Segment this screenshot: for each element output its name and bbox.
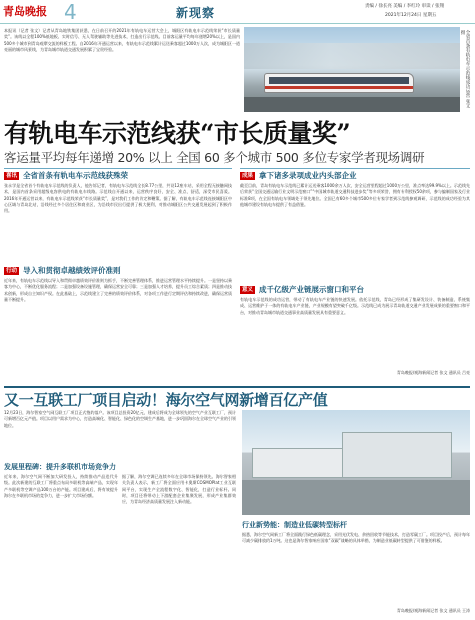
issue-date: 2021年12月24日 星期五 — [385, 13, 437, 18]
factory-photo — [242, 410, 470, 515]
section-badge: 喜讯 — [6, 172, 18, 179]
track-bed — [244, 97, 460, 112]
article-body: 近年来，有轨电车示范线以导入和贯彻卓越绩效评价准则为抓手，不断完善管理体系，推进运营管理水平持续提升。一是坚持以乘客为中心，不断优化服务流程；二是加强设备设施管理，确保运营安全可靠；三是加强人才培养，提升员工综合素质；四是推动技术创新，形成自主知识产权。在此基础上，示范线建立了完善的绩效评价体系，对各项工作进行定期评估和持续改进，确保运营质量不断提升。 — [4, 278, 232, 302]
divider — [4, 386, 470, 388]
section-header — [240, 285, 470, 294]
tram-body — [264, 73, 414, 93]
page-number: 4 — [64, 0, 77, 24]
tram-stripe — [265, 86, 413, 89]
article-body: 张永学是全省首个有轨电车示范线的负责人，他告诉记者，有轨电车示范线全长8.77公里，共设12座车站，采用全程无接触网技术，是国内首条采用超级电容供电的有轨电车线路。示范线自开通以来，运营秩序良好，安全、准点、舒适，深受市民喜爱。2016年开通运营以来，有轨电车示范线荣获“市长质量奖”，是对我们工作的肯定和鞭策。据了解，有轨电车示范线连接城阳区中心区域与青岛北站，沿线经过多个居住区和商业区，为沿线市民出行提供了极大便利，对推动城阳区公共交通发展起到了积极作用。 — [4, 183, 232, 214]
bottom-headline: 又一互联工厂项目启动！海尔空气网新增百亿产值 — [4, 391, 328, 409]
newspaper-logo: 青岛晚报 — [3, 5, 47, 18]
section-badge: 行动 — [6, 267, 18, 274]
building-backdrop — [244, 43, 460, 69]
article-body: 有轨电车示范线的成功运营，带动了有轨电车产业链的快速发展。依托示范线，青岛已经形成了集研发设计、装备制造、系统集成、运营维护于一体的有轨电车产业链，产业规模有望突破千亿级。示范线已成为展示青岛轨道交通产业发展成果的重要窗口和平台，对推动青岛城市轨道交通事业高质量发展具有重要意义。 — [240, 297, 470, 315]
byline: 青岛晚报/观海新闻记者 张文 通讯员 王涛 — [396, 608, 470, 613]
section-heading: 拿下诸多录项成业内头部企业 — [259, 171, 357, 180]
intro-paragraph: 本报讯（记者 张文）记者从青岛地铁集团获悉，在日前召开的2021年有轨电车运营大会上，城阳区有轨电车示范线荣获“市长质量奖”。该线以全程100%低地板、实时信号、无人驾驶辅助等先进技术，打造出行示范线。目前客运量平均每年递增20%以上，是国内500多个城市到青岛观摩交流的样板工程。自2016年开通运营以来，有轨电车示范线累计运送乘客超过1000万人次，成为城阳区一道亮丽的城市风景线，为青岛城市轨道交通发展积累了宝贵经验。 — [4, 28, 240, 52]
sub-headline: 客运量平均每年递增 20% 以上 全国 60 多个城市 500 多位专家学者现场调研 — [4, 150, 425, 165]
editors-credit: 责编 / 徐长亮 美编 / 李红玲 审读 / 张翔 — [365, 4, 444, 9]
section-badge: 成果 — [242, 172, 254, 179]
factory-building — [342, 432, 452, 478]
bottom-body: 近年来，海尔空气网不断加大研发投入，持续推动产品迭代升级。此次新建的互联工厂将重点布局多联机等高端产品，实现年产多联机等空调产品100万台的产能。项目建成后，将有效提升海尔在多联机市场的竞争力，进一步扩大市场份额。 — [4, 474, 118, 498]
bottom-intro: 12月23日，海尔智家空气网互联工厂项目正式签约落户。该项目总投资20亿元，建成后将成为全球领先的空气产业互联工厂，预计可新增百亿元产值。项目以用户需求为中心，打造高端化、智能化、绿色化的空调生产基地，进一步巩固海尔在全球空气产业的引领地位。 — [4, 410, 236, 428]
sub-heading: 行业新势能：制造业低碳转型标杆 — [242, 520, 347, 529]
main-headline: 有轨电车示范线获“市长质量奖” — [4, 119, 351, 148]
section-heading: 全省首条有轨电车示范线获殊荣 — [23, 171, 129, 180]
tram-photo — [244, 27, 460, 112]
bottom-body: 据了解，海尔空调已连续多年在全球市场保持领先。海尔智家相关负责人表示，新工厂将全面应用卡奥斯COSMOPlat工业互联网平台，实现生产全流程数字化、智能化，打造行业标杆。同时，项目还将带动上下游配套企业集聚发展，形成产业集群效应，为青岛经济高质量发展注入新动能。 — [122, 474, 236, 505]
byline: 青岛晚报/观海新闻记者 张文 通讯员 吕亮 — [396, 370, 470, 375]
bottom-body: 据悉，海尔空气网新工厂将全面践行绿色低碳理念，采用光伏发电、余热回收等节能技术，打造零碳工厂。项目投产后，预计每年可减少碳排放约1万吨。这也是海尔智家响应国家“双碳”战略的具体举措，为制造业低碳转型提供了可借鉴的样板。 — [242, 532, 470, 544]
ground — [242, 480, 470, 515]
tram-windows — [269, 77, 409, 84]
section-heading: 导入和贯彻卓越绩效评价准则 — [23, 266, 121, 275]
photo-caption: 全省首条有轨电车示范线成功运营 张文 摄 — [460, 30, 470, 108]
divider — [4, 168, 232, 169]
section-title: 新现察 — [176, 6, 216, 20]
section-header — [4, 266, 232, 275]
masthead — [0, 0, 475, 24]
section-heading: 成千亿级产业链展示窗口和平台 — [259, 285, 365, 294]
article-body: 截至目前，青岛有轨电车示范线已累计运送乘客1000余万人次，安全运营里程超过1000万公里，准点率达99.9%以上。示范线先后荣获“全国交通运输行业文明示范窗口”“中国城市轨道交通科技进步奖”等多项荣誉，拥有专利授权50余项，参与编制国家及行业标准8项，在全国有轨电车领域处于领先地位。全国已有60多个城市500多位专家学者到示范线参观调研，示范线的成功经验为其他城市建设有轨电车提供了有益借鉴。 — [240, 183, 470, 207]
section-header — [240, 171, 470, 180]
section-header — [4, 171, 232, 180]
section-badge: 意义 — [242, 286, 254, 293]
sub-heading: 发展里程碑：提升多联机市场竞争力 — [4, 462, 116, 471]
divider — [240, 168, 470, 169]
